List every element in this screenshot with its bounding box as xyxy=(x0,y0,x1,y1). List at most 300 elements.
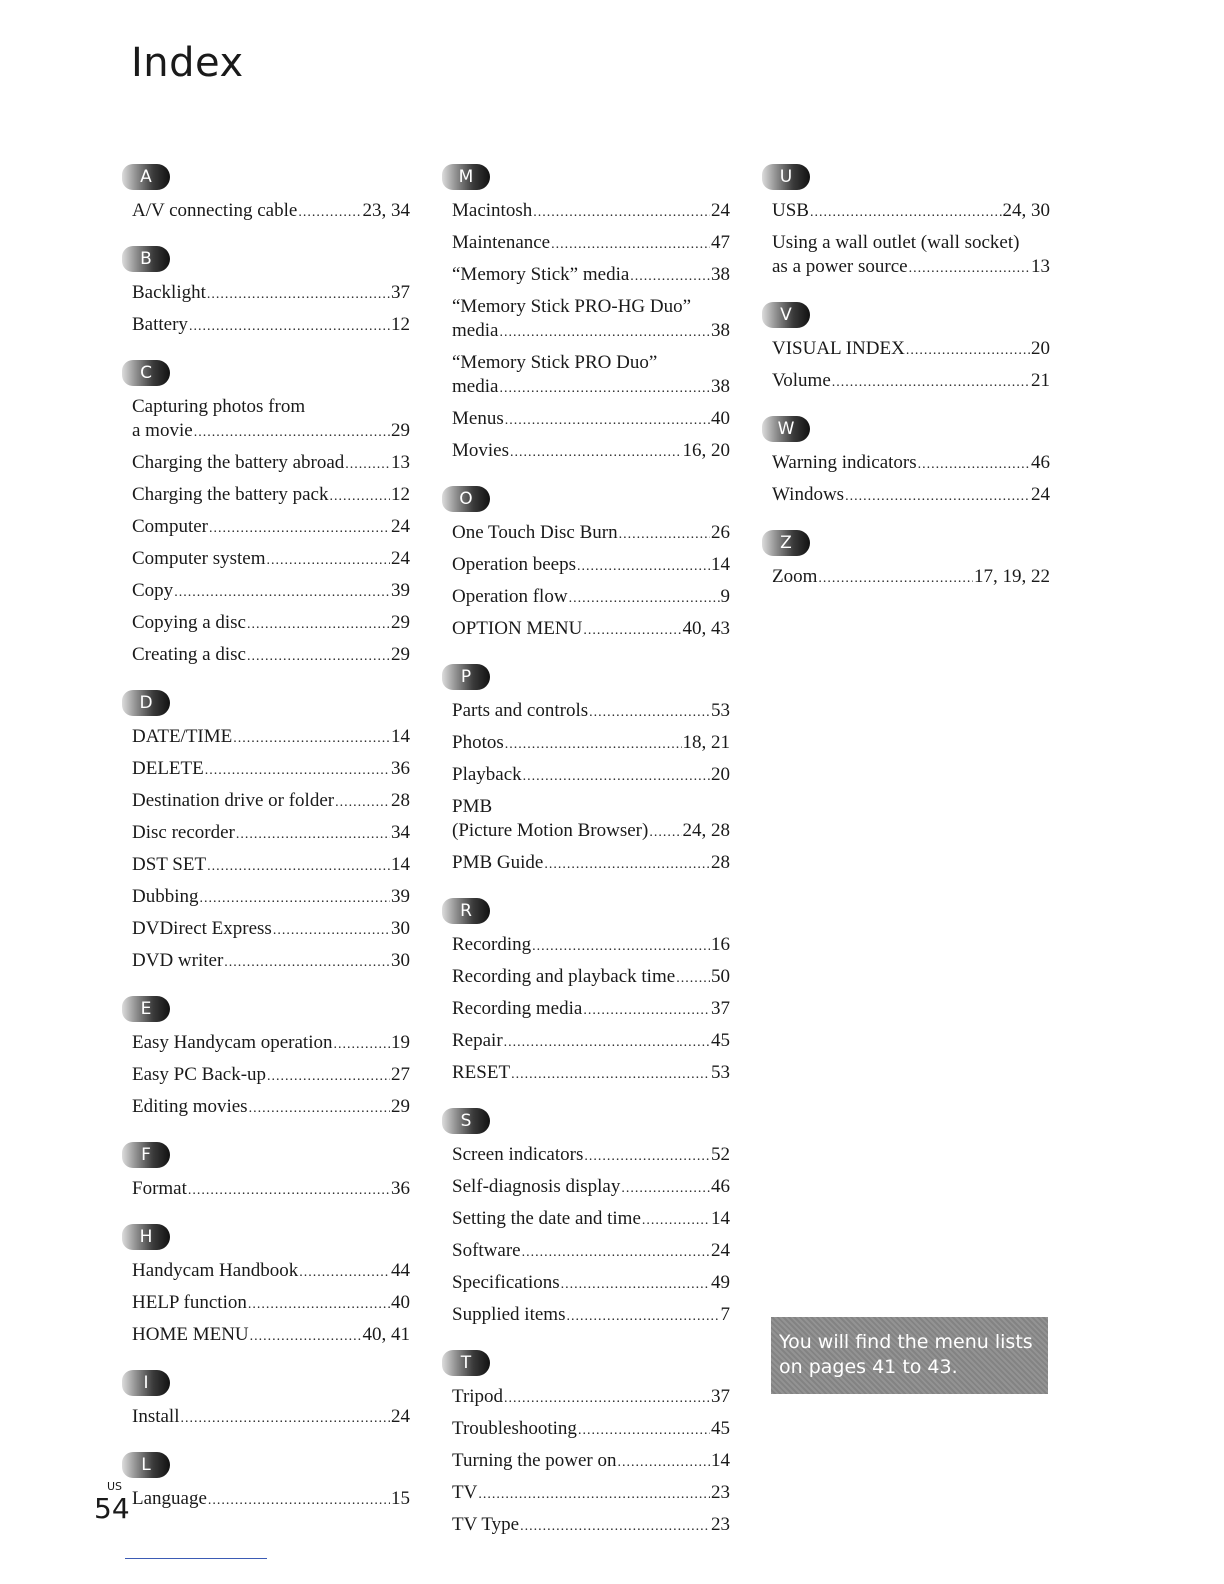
index-entry xyxy=(122,278,410,310)
leader-dots xyxy=(478,1480,710,1510)
entry-label: DATE/TIME xyxy=(132,726,233,747)
entry-label: VISUAL INDEX xyxy=(772,338,905,359)
index-entry xyxy=(762,480,1050,512)
leader-dots xyxy=(906,336,1030,366)
leader-dots xyxy=(544,850,710,880)
index-entry xyxy=(442,582,730,614)
index-entry xyxy=(122,786,410,818)
index-entry xyxy=(122,1092,410,1124)
entry-page-ref: 16, 20 xyxy=(682,440,730,461)
index-entry xyxy=(442,1058,730,1090)
index-entry xyxy=(762,366,1050,398)
leader-dots xyxy=(676,964,710,994)
entry-page-ref: 26 xyxy=(711,522,730,543)
leader-dots xyxy=(233,724,390,754)
entry-label-continued: (Picture Motion Browser) xyxy=(452,820,649,841)
entry-page-ref: 13 xyxy=(1031,256,1050,277)
leader-dots xyxy=(621,1174,710,1204)
index-entry xyxy=(442,962,730,994)
entry-label: USB xyxy=(772,200,809,221)
entry-page-ref: 24 xyxy=(711,1240,730,1261)
leader-dots xyxy=(333,1030,390,1060)
entry-page-ref: 28 xyxy=(711,852,730,873)
index-section-s xyxy=(442,1108,730,1332)
entry-page-ref: 47 xyxy=(711,232,730,253)
entry-label: Turning the power on xyxy=(452,1450,617,1471)
entry-page-ref: 19 xyxy=(391,1032,410,1053)
entry-label: Operation flow xyxy=(452,586,568,607)
entry-label: “Memory Stick” media xyxy=(452,264,630,285)
entry-page-ref: 29 xyxy=(391,1096,410,1117)
entry-page-ref: 40 xyxy=(391,1292,410,1313)
index-entry xyxy=(122,882,410,914)
letter-tab: A xyxy=(122,164,170,190)
leader-dots xyxy=(499,321,710,345)
index-section-p xyxy=(442,664,730,880)
entry-page-ref: 37 xyxy=(391,282,410,303)
entry-page-ref: 29 xyxy=(391,420,410,441)
letter-tab: V xyxy=(762,302,810,328)
entry-page-ref: 16 xyxy=(711,934,730,955)
index-entry xyxy=(442,930,730,962)
index-entry xyxy=(122,448,410,480)
entry-page-ref: 40, 41 xyxy=(362,1324,410,1345)
index-section-r xyxy=(442,898,730,1090)
leader-dots xyxy=(810,198,1002,228)
footer-rule xyxy=(125,1558,267,1559)
letter-tab: O xyxy=(442,486,490,512)
index-entry xyxy=(122,1402,410,1434)
leader-dots xyxy=(510,438,682,468)
leader-dots xyxy=(909,257,1030,281)
entry-page-ref: 23, 34 xyxy=(362,200,410,221)
entry-page-ref: 13 xyxy=(391,452,410,473)
index-entry xyxy=(762,562,1050,594)
letter-tab: D xyxy=(122,690,170,716)
entry-page-ref: 45 xyxy=(711,1418,730,1439)
entry-label: Recording xyxy=(452,934,532,955)
index-entry xyxy=(122,196,410,228)
entry-label: DST SET xyxy=(132,854,207,875)
index-entry xyxy=(122,1028,410,1060)
leader-dots xyxy=(236,820,390,850)
index-entry xyxy=(442,1414,730,1446)
entry-page-ref: 27 xyxy=(391,1064,410,1085)
leader-dots xyxy=(209,514,390,544)
entry-page-ref: 23 xyxy=(711,1482,730,1503)
index-entry xyxy=(442,728,730,760)
entry-page-ref: 37 xyxy=(711,998,730,1019)
page-region-label: US xyxy=(107,1480,123,1493)
index-section-t xyxy=(442,1350,730,1542)
index-section-f xyxy=(122,1142,410,1206)
letter-tab: M xyxy=(442,164,490,190)
entry-page-ref: 28 xyxy=(391,790,410,811)
index-entry xyxy=(442,1478,730,1510)
entry-page-ref: 24 xyxy=(1031,484,1050,505)
entry-label: Specifications xyxy=(452,1272,560,1293)
leader-dots xyxy=(578,1416,710,1446)
entry-label: A/V connecting cable xyxy=(132,200,298,221)
leader-dots xyxy=(583,616,681,646)
entry-label: Computer system xyxy=(132,548,266,569)
entry-page-ref: 40 xyxy=(711,408,730,429)
entry-page-ref: 15 xyxy=(391,1488,410,1509)
entry-page-ref: 14 xyxy=(711,1450,730,1471)
index-entry xyxy=(442,196,730,228)
index-section-a xyxy=(122,164,410,228)
leader-dots xyxy=(207,280,390,310)
leader-dots xyxy=(335,788,390,818)
leader-dots xyxy=(505,730,682,760)
leader-dots xyxy=(522,1238,710,1268)
entry-page-ref: 53 xyxy=(711,1062,730,1083)
entry-label: HOME MENU xyxy=(132,1324,249,1345)
entry-label: Menus xyxy=(452,408,504,429)
index-section-u xyxy=(762,164,1050,284)
entry-page-ref: 46 xyxy=(1031,452,1050,473)
entry-label: Recording media xyxy=(452,998,583,1019)
entry-page-ref: 14 xyxy=(391,854,410,875)
entry-label: TV xyxy=(452,1482,478,1503)
entry-label: Playback xyxy=(452,764,522,785)
index-entry xyxy=(762,196,1050,228)
leader-dots xyxy=(504,1384,710,1414)
letter-tab: R xyxy=(442,898,490,924)
index-entry xyxy=(442,848,730,880)
index-entry xyxy=(442,1510,730,1542)
index-entry xyxy=(122,1484,410,1516)
leader-dots xyxy=(247,642,390,672)
leader-dots xyxy=(584,1142,710,1172)
leader-dots xyxy=(520,1512,710,1542)
leader-dots xyxy=(189,312,390,342)
letter-tab: E xyxy=(122,996,170,1022)
index-entry xyxy=(122,1174,410,1206)
entry-label: Easy PC Back-up xyxy=(132,1064,267,1085)
entry-page-ref: 24 xyxy=(391,516,410,537)
index-entry xyxy=(122,946,410,978)
leader-dots xyxy=(561,1270,710,1300)
entry-page-ref: 14 xyxy=(711,1208,730,1229)
entry-page-ref: 44 xyxy=(391,1260,410,1281)
entry-page-ref: 36 xyxy=(391,758,410,779)
leader-dots xyxy=(818,564,973,594)
entry-label: Maintenance xyxy=(452,232,551,253)
entry-page-ref: 29 xyxy=(391,612,410,633)
entry-page-ref: 52 xyxy=(711,1144,730,1165)
entry-page-ref: 39 xyxy=(391,580,410,601)
entry-page-ref: 23 xyxy=(711,1514,730,1535)
entry-label: Zoom xyxy=(772,566,818,587)
entry-label: Backlight xyxy=(132,282,206,303)
entry-page-ref: 49 xyxy=(711,1272,730,1293)
leader-dots xyxy=(569,584,720,614)
entry-page-ref: 24, 30 xyxy=(1002,200,1050,221)
index-entry xyxy=(442,1382,730,1414)
leader-dots xyxy=(267,1062,390,1092)
letter-tab: S xyxy=(442,1108,490,1134)
leader-dots xyxy=(551,230,710,260)
letter-tab: L xyxy=(122,1452,170,1478)
index-section-b xyxy=(122,246,410,342)
entry-page-ref: 36 xyxy=(391,1178,410,1199)
entry-page-ref: 24, 28 xyxy=(682,820,730,841)
leader-dots xyxy=(589,698,710,728)
letter-tab: I xyxy=(122,1370,170,1396)
page-number: 54 xyxy=(94,1492,130,1525)
entry-page-ref: 38 xyxy=(711,264,730,285)
entry-label: Repair xyxy=(452,1030,503,1051)
leader-dots xyxy=(642,1206,710,1236)
leader-dots xyxy=(267,546,390,576)
index-entry xyxy=(442,1446,730,1478)
page-title: Index xyxy=(131,40,244,86)
index-entry xyxy=(442,1300,730,1332)
entry-label: Install xyxy=(132,1406,180,1427)
entry-page-ref: 20 xyxy=(1031,338,1050,359)
leader-dots xyxy=(583,996,710,1026)
entry-label: DELETE xyxy=(132,758,204,779)
entry-label-continued: media xyxy=(452,320,499,341)
entry-page-ref: 12 xyxy=(391,484,410,505)
entry-page-ref: 29 xyxy=(391,644,410,665)
leader-dots xyxy=(194,421,390,445)
entry-label: Warning indicators xyxy=(772,452,917,473)
note-line-1: You will find the menu lists xyxy=(779,1331,1033,1353)
entry-page-ref: 50 xyxy=(711,966,730,987)
entry-page-ref: 30 xyxy=(391,950,410,971)
leader-dots xyxy=(345,450,390,480)
entry-label: Format xyxy=(132,1178,187,1199)
entry-label-continued: as a power source xyxy=(772,256,908,277)
index-section-v xyxy=(762,302,1050,398)
index-entry xyxy=(442,404,730,436)
entry-label: Capturing photos from xyxy=(132,396,306,417)
leader-dots xyxy=(619,520,710,550)
leader-dots xyxy=(630,262,710,292)
index-entry xyxy=(442,1172,730,1204)
entry-label: Easy Handycam operation xyxy=(132,1032,333,1053)
entry-page-ref: 38 xyxy=(711,320,730,341)
entry-label: Creating a disc xyxy=(132,644,246,665)
entry-page-ref: 17, 19, 22 xyxy=(974,566,1050,587)
entry-label: Using a wall outlet (wall socket) xyxy=(772,232,1020,253)
leader-dots xyxy=(208,1486,390,1516)
leader-dots xyxy=(499,377,710,401)
leader-dots xyxy=(174,578,390,608)
entry-label: Software xyxy=(452,1240,521,1261)
leader-dots xyxy=(505,406,710,436)
entry-page-ref: 18, 21 xyxy=(682,732,730,753)
entry-label: HELP function xyxy=(132,1292,247,1313)
letter-tab: P xyxy=(442,664,490,690)
index-entry xyxy=(122,576,410,608)
menu-list-note xyxy=(771,1317,1048,1394)
entry-label: Movies xyxy=(452,440,509,461)
leader-dots xyxy=(250,1322,362,1352)
entry-label: DVDirect Express xyxy=(132,918,272,939)
letter-tab: C xyxy=(122,360,170,386)
leader-dots xyxy=(845,482,1030,512)
leader-dots xyxy=(532,932,710,962)
index-entry xyxy=(442,436,730,468)
index-column-1 xyxy=(122,164,410,1534)
index-section-h xyxy=(122,1224,410,1352)
index-entry xyxy=(122,310,410,342)
entry-label: “Memory Stick PRO Duo” xyxy=(452,352,658,373)
entry-label: OPTION MENU xyxy=(452,618,583,639)
leader-dots xyxy=(649,821,681,845)
index-entry xyxy=(442,792,730,848)
entry-page-ref: 14 xyxy=(711,554,730,575)
index-section-o xyxy=(442,486,730,646)
index-entry xyxy=(122,1320,410,1352)
leader-dots xyxy=(577,552,710,582)
leader-dots xyxy=(329,482,390,512)
leader-dots xyxy=(832,368,1030,398)
leader-dots xyxy=(205,756,390,786)
entry-label: Troubleshooting xyxy=(452,1418,577,1439)
entry-label: Handycam Handbook xyxy=(132,1260,299,1281)
entry-label: Editing movies xyxy=(132,1096,248,1117)
index-section-c xyxy=(122,360,410,672)
leader-dots xyxy=(523,762,710,792)
index-column-2 xyxy=(442,164,730,1560)
index-section-z xyxy=(762,530,1050,594)
index-entry xyxy=(122,480,410,512)
index-section-w xyxy=(762,416,1050,512)
index-entry xyxy=(762,228,1050,284)
entry-page-ref: 34 xyxy=(391,822,410,843)
letter-tab: T xyxy=(442,1350,490,1376)
entry-label: PMB Guide xyxy=(452,852,544,873)
entry-page-ref: 12 xyxy=(391,314,410,335)
leader-dots xyxy=(207,852,390,882)
leader-dots xyxy=(566,1302,719,1332)
letter-tab: Z xyxy=(762,530,810,556)
entry-page-ref: 46 xyxy=(711,1176,730,1197)
index-entry xyxy=(442,614,730,646)
index-entry xyxy=(762,334,1050,366)
entry-label: Charging the battery abroad xyxy=(132,452,345,473)
entry-label: Destination drive or folder xyxy=(132,790,335,811)
entry-label: Parts and controls xyxy=(452,700,589,721)
index-entry xyxy=(442,518,730,550)
entry-page-ref: 30 xyxy=(391,918,410,939)
index-section-i xyxy=(122,1370,410,1434)
entry-page-ref: 37 xyxy=(711,1386,730,1407)
entry-label: Battery xyxy=(132,314,188,335)
index-entry xyxy=(442,1026,730,1058)
letter-tab: B xyxy=(122,246,170,272)
leader-dots xyxy=(248,1290,390,1320)
entry-label: Disc recorder xyxy=(132,822,235,843)
letter-tab: H xyxy=(122,1224,170,1250)
leader-dots xyxy=(200,884,391,914)
index-entry xyxy=(122,392,410,448)
entry-label: Dubbing xyxy=(132,886,199,907)
index-column-3 xyxy=(762,164,1050,612)
index-entry xyxy=(122,1256,410,1288)
leader-dots xyxy=(188,1176,390,1206)
entry-page-ref: 40, 43 xyxy=(682,618,730,639)
entry-page-ref: 14 xyxy=(391,726,410,747)
entry-label: Recording and playback time xyxy=(452,966,676,987)
entry-page-ref: 38 xyxy=(711,376,730,397)
index-entry xyxy=(122,512,410,544)
leader-dots xyxy=(298,198,361,228)
entry-label: Volume xyxy=(772,370,831,391)
index-entry xyxy=(122,914,410,946)
entry-label: Macintosh xyxy=(452,200,533,221)
entry-label: Tripod xyxy=(452,1386,504,1407)
index-entry xyxy=(122,1288,410,1320)
index-entry xyxy=(442,260,730,292)
index-entry xyxy=(122,1060,410,1092)
entry-page-ref: 24 xyxy=(711,200,730,221)
index-entry xyxy=(442,1268,730,1300)
entry-page-ref: 53 xyxy=(711,700,730,721)
index-section-m xyxy=(442,164,730,468)
entry-label: Setting the date and time xyxy=(452,1208,641,1229)
entry-label: “Memory Stick PRO-HG Duo” xyxy=(452,296,692,317)
entry-label: Supplied items xyxy=(452,1304,566,1325)
leader-dots xyxy=(533,198,710,228)
entry-label: Copying a disc xyxy=(132,612,246,633)
entry-label: PMB xyxy=(452,796,493,817)
leader-dots xyxy=(511,1060,710,1090)
leader-dots xyxy=(249,1094,390,1124)
letter-tab: W xyxy=(762,416,810,442)
index-section-l xyxy=(122,1452,410,1516)
letter-tab: F xyxy=(122,1142,170,1168)
leader-dots xyxy=(181,1404,391,1434)
entry-label: Computer xyxy=(132,516,208,537)
entry-label: One Touch Disc Burn xyxy=(452,522,618,543)
entry-label: Windows xyxy=(772,484,845,505)
entry-label-continued: a movie xyxy=(132,420,193,441)
entry-label: DVD writer xyxy=(132,950,224,971)
index-entry xyxy=(122,640,410,672)
index-entry xyxy=(442,1140,730,1172)
entry-label: Self-diagnosis display xyxy=(452,1176,621,1197)
index-entry xyxy=(762,448,1050,480)
entry-page-ref: 45 xyxy=(711,1030,730,1051)
leader-dots xyxy=(224,948,390,978)
entry-label-continued: media xyxy=(452,376,499,397)
index-entry xyxy=(122,754,410,786)
leader-dots xyxy=(918,450,1030,480)
index-entry xyxy=(442,760,730,792)
index-entry xyxy=(442,696,730,728)
leader-dots xyxy=(299,1258,390,1288)
index-entry xyxy=(442,228,730,260)
index-entry xyxy=(122,608,410,640)
letter-tab: U xyxy=(762,164,810,190)
entry-label: RESET xyxy=(452,1062,511,1083)
entry-page-ref: 7 xyxy=(720,1304,730,1325)
index-section-e xyxy=(122,996,410,1124)
entry-page-ref: 9 xyxy=(720,586,730,607)
entry-page-ref: 21 xyxy=(1031,370,1050,391)
entry-label: Operation beeps xyxy=(452,554,576,575)
index-entry xyxy=(442,1236,730,1268)
index-entry xyxy=(122,544,410,576)
entry-label: Screen indicators xyxy=(452,1144,584,1165)
index-entry xyxy=(122,722,410,754)
index-entry xyxy=(122,850,410,882)
